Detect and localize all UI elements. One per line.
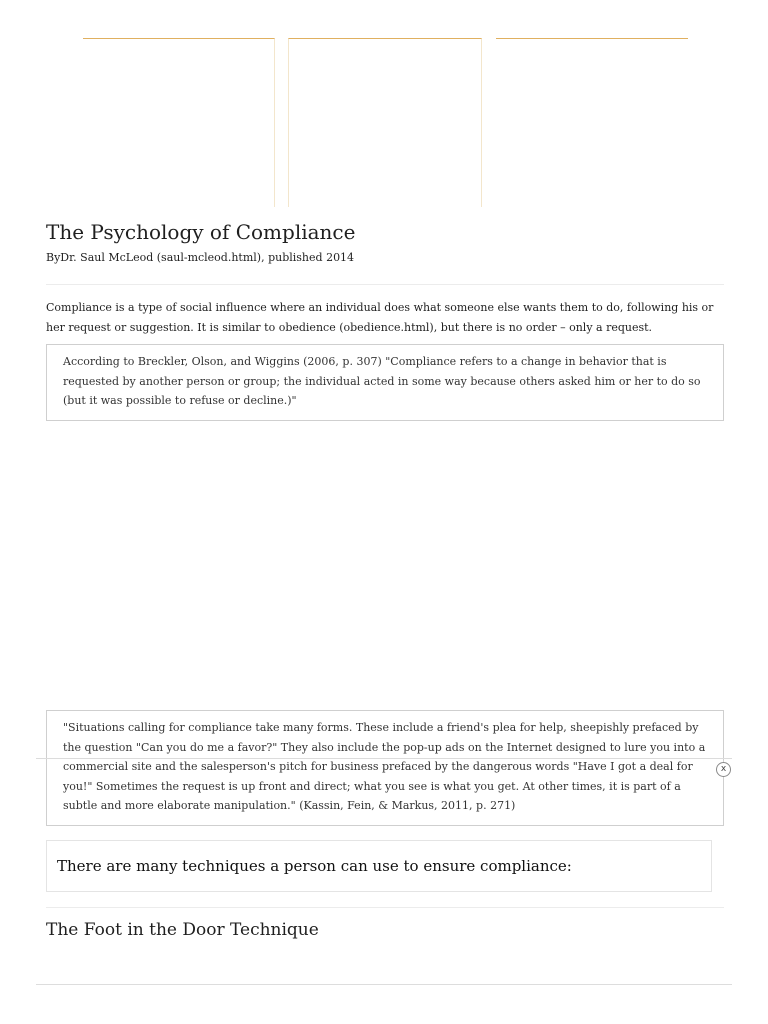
nav-column-2[interactable] — [288, 38, 482, 207]
intro-paragraph: Compliance is a type of social influence where an individual does what someone else wants them to do, following his or her request or suggestion. It is similar to obedience (obedience.html), but there is no order – only a request. — [46, 301, 714, 334]
byline[interactable]: ByDr. Saul McLeod (saul-mcleod.html), published 2014 — [46, 251, 355, 264]
bottom-divider — [36, 984, 732, 985]
section-heading: The Foot in the Door Technique — [46, 920, 319, 940]
ad-divider — [36, 758, 732, 759]
definition-quote: According to Breckler, Olson, and Wiggins (2006, p. 307) "Compliance refers to a change in behavior that is requested by another person or group; the individual acted in some way because others asked him or her to do so (but it was possible to refuse or decline.)" — [46, 344, 724, 421]
page-title: The Psychology of Compliance — [46, 220, 356, 244]
nav-column-1[interactable] — [83, 38, 275, 207]
kassin-quote: "Situations calling for compliance take many forms. These include a friend's plea for help, sheepishly prefaced by the question "Can you do me a favor?" They also include the pop-up ads on the Internet designed to lure you into a commercial site and the salesperson's pitch for business prefaced by the dangerous words "Have I got a deal for you!" Sometimes the request is up front and direct; what you see is what you get. At other times, it is part of a subtle and more elaborate manipulation." (Kassin, Fein, & Markus, 2011, p. 271) — [46, 710, 724, 826]
divider — [46, 907, 724, 908]
divider — [46, 284, 724, 285]
close-icon[interactable]: x — [716, 762, 731, 777]
techniques-callout: There are many techniques a person can use to ensure compliance: — [46, 840, 712, 892]
nav-column-3[interactable] — [496, 38, 688, 207]
